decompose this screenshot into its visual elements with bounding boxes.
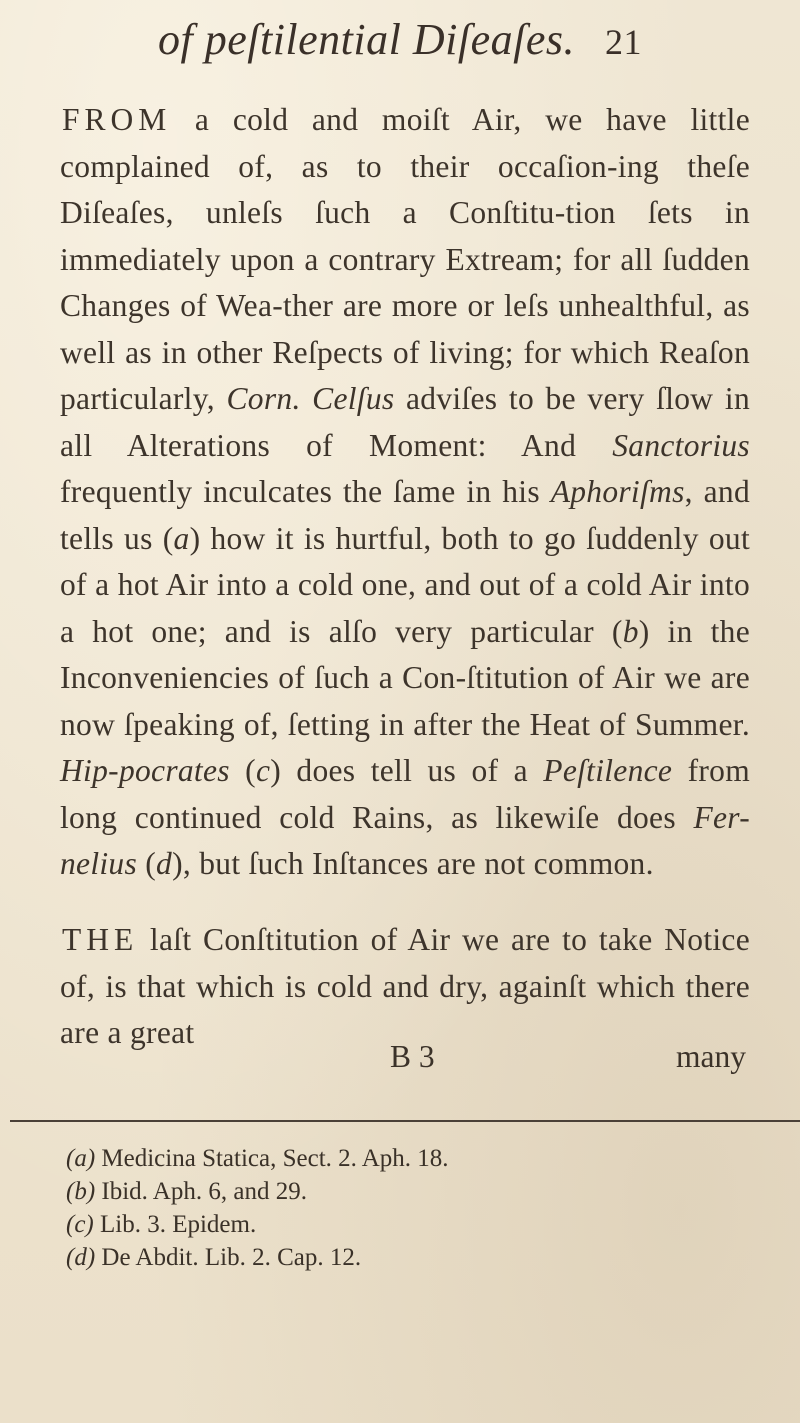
- italic-run: d: [156, 846, 173, 881]
- text-run: (: [137, 846, 157, 881]
- text-run: a cold and moiſt Air, we have little complained of, as to their occaſion-ing theſe Diſeaſes, unleſs ſuch a Conſtitu-tion ſets in immediately upon a contrary Extream; for all ſudden Changes of Wea-ther are more or leſs unhealthful, as well as in other Reſpects of living; for which Reaſon particularly,: [60, 102, 750, 416]
- footnote-text: De Abdit. Lib. 2. Cap. 12.: [101, 1244, 362, 1271]
- running-head: [0, 14, 800, 65]
- text-run: adviſes to be very ſlow in all Alterations of Moment: And: [60, 381, 750, 463]
- text-run: , and tells us (: [60, 474, 751, 556]
- signature-mark: B 3: [390, 1039, 435, 1074]
- footnote-b: [66, 1175, 746, 1208]
- italic-run: Peſtilence: [543, 753, 673, 788]
- footnote-mark: (d): [66, 1244, 96, 1271]
- footnote-mark: (c): [66, 1211, 94, 1238]
- italic-run: b: [622, 613, 639, 649]
- italic-run: Sanctorius: [612, 427, 750, 463]
- text-run: ), but ſuch Inſtances are not common.: [172, 846, 654, 881]
- text-run: ) in the Inconveniencies of ſuch a Con-ſtitution of Air we are now ſpeaking of, ſetting in after the Heat of Summer.: [60, 613, 750, 742]
- paragraph-2-first-word: THE: [62, 922, 139, 957]
- footnote-mark: (a): [66, 1145, 96, 1172]
- italic-run: c: [255, 753, 271, 788]
- text-run: (: [229, 753, 256, 788]
- text-run: ) how it is hurtful, both to go ſuddenly out of a hot Air into a cold one, and out of a cold Air into a hot one; and is alſo very particular (: [60, 520, 750, 649]
- text-run: from long continued cold Rains, as likewiſe does: [60, 753, 751, 835]
- footnote-text: Lib. 3. Epidem.: [100, 1211, 257, 1238]
- paragraph-2-body: laſt Conſtitution of Air we are to take Notice of, is that which is cold and dry, againſt which there are a great: [60, 922, 750, 1050]
- text-run: frequently inculcates the ſame in his: [60, 474, 551, 509]
- paragraph-cold-dry-air: [60, 917, 750, 1057]
- text-run: ) does tell us of a: [270, 753, 544, 788]
- running-head-title: of peſtilential Diſeaſes.: [158, 15, 575, 64]
- catchline: [60, 1039, 750, 1079]
- footnote-c: [66, 1208, 746, 1241]
- italic-run: Hip-pocrates: [60, 753, 230, 788]
- italic-run: Fer-nelius: [60, 799, 750, 881]
- footnote-d: [66, 1241, 746, 1274]
- footnote-text: Medicina Statica, Sect. 2. Aph. 18.: [101, 1145, 449, 1172]
- footnote-rule: [10, 1120, 800, 1122]
- paragraph-1-body: [60, 102, 750, 881]
- paragraph-1-first-word: FROM: [62, 102, 172, 137]
- catchword: many: [676, 1039, 746, 1074]
- italic-run: Aphoriſms: [550, 474, 685, 509]
- footnote-text: Ibid. Aph. 6, and 29.: [101, 1178, 307, 1205]
- footnote-a: [66, 1142, 746, 1175]
- page-number: 21: [605, 22, 642, 62]
- paragraph-cold-moist-air: [60, 97, 750, 888]
- footnotes: [66, 1142, 746, 1274]
- footnote-mark: (b): [66, 1178, 96, 1205]
- italic-run: Corn. Celſus: [226, 381, 395, 416]
- italic-run: a: [173, 520, 190, 556]
